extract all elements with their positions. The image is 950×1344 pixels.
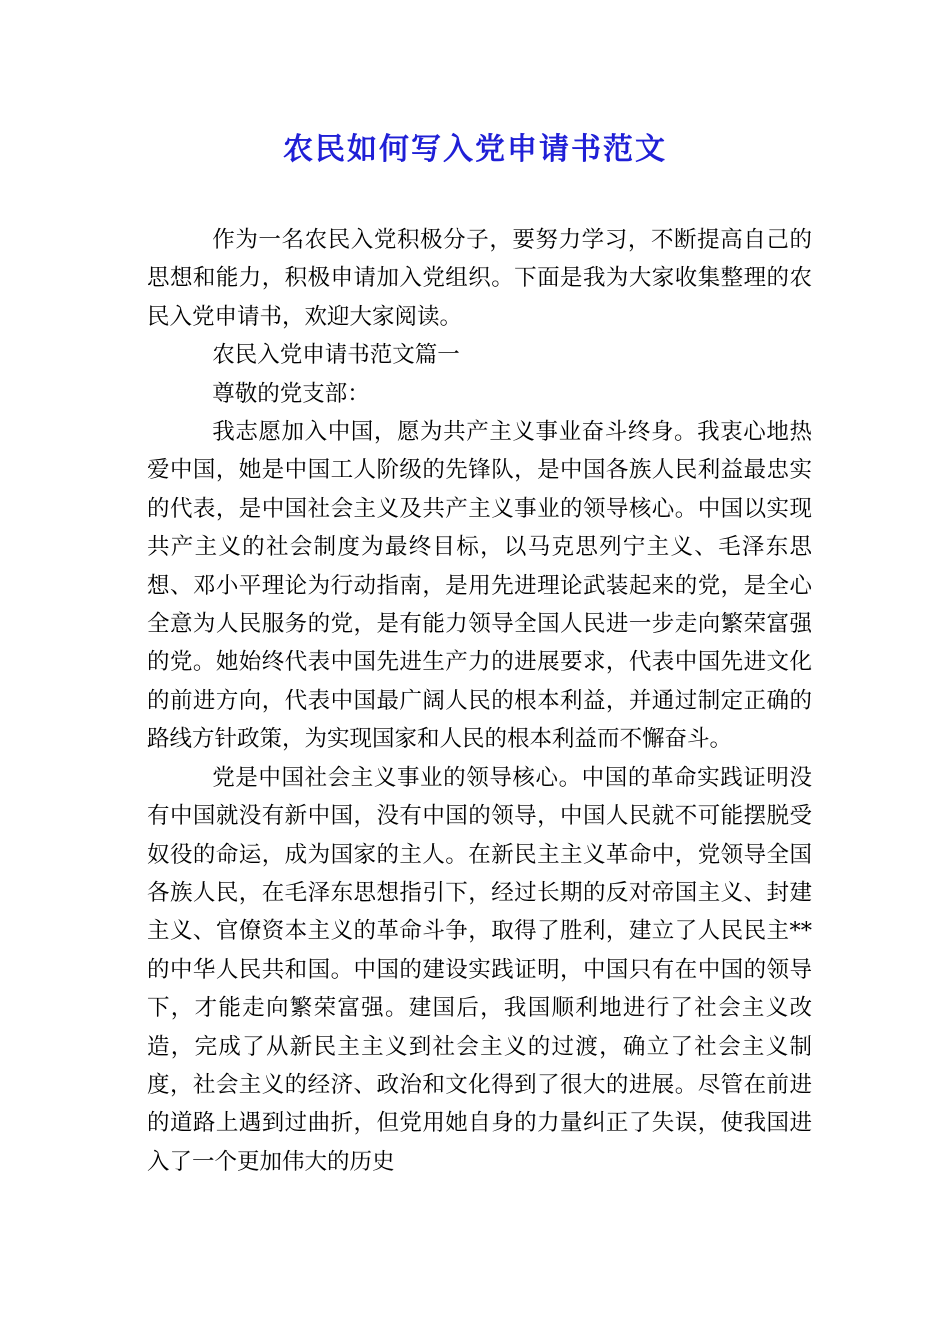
paragraph-intro: 作为一名农民入党积极分子，要努力学习，不断提高自己的思想和能力，积极申请加入党组织。下面是我为大家收集整理的农民入党申请书，欢迎大家阅读。 (147, 227, 812, 330)
paragraph-body-1: 我志愿加入中国，愿为共产主义事业奋斗终身。我衷心地热爱中国，她是中国工人阶级的先锋队，是中国各族人民利益最忠实的代表，是中国社会主义及共产主义事业的领导核心。中国以实现共产主义的社会制度为最终目标，以马克思列宁主义、毛泽东思想、邓小平理论为行动指南，是用先进理论武装起来的党，是全心全意为人民服务的党，是有能力领导全国人民进一步走向繁荣富强的党。她始终代表中国先进生产力的进展要求，代表中国先进文化的前进方向，代表中国最广阔人民的根本利益，并通过制定正确的路线方针政策，为实现国家和人民的根本利益而不懈奋斗。 (147, 419, 812, 753)
paragraph-salutation: 尊敬的党支部： (212, 380, 370, 407)
paragraph-section-heading: 农民入党申请书范文篇一 (212, 342, 460, 369)
paragraph-body-2: 党是中国社会主义事业的领导核心。中国的革命实践证明没有中国就没有新中国，没有中国的领导，中国人民就不可能摆脱受奴役的命运，成为国家的主人。在新民主主义革命中，党领导全国各族人民，在毛泽东思想指引下，经过长期的反对帝国主义、封建主义、官僚资本主义的革命斗争，取得了胜利，建立了人民民主**的中华人民共和国。中国的建设实践证明，中国只有在中国的领导下，才能走向繁荣富强。建国后，我国顺利地进行了社会主义改造，完成了从新民主主义到社会主义的过渡，确立了社会主义制度，社会主义的经济、政治和文化得到了很大的进展。尽管在前进的道路上遇到过曲折，但党用她自身的力量纠正了失误，使我国进入了一个更加伟大的历史 (147, 764, 812, 1175)
document-title: 农民如何写入党申请书范文 (283, 132, 667, 167)
document-body (147, 221, 812, 1181)
